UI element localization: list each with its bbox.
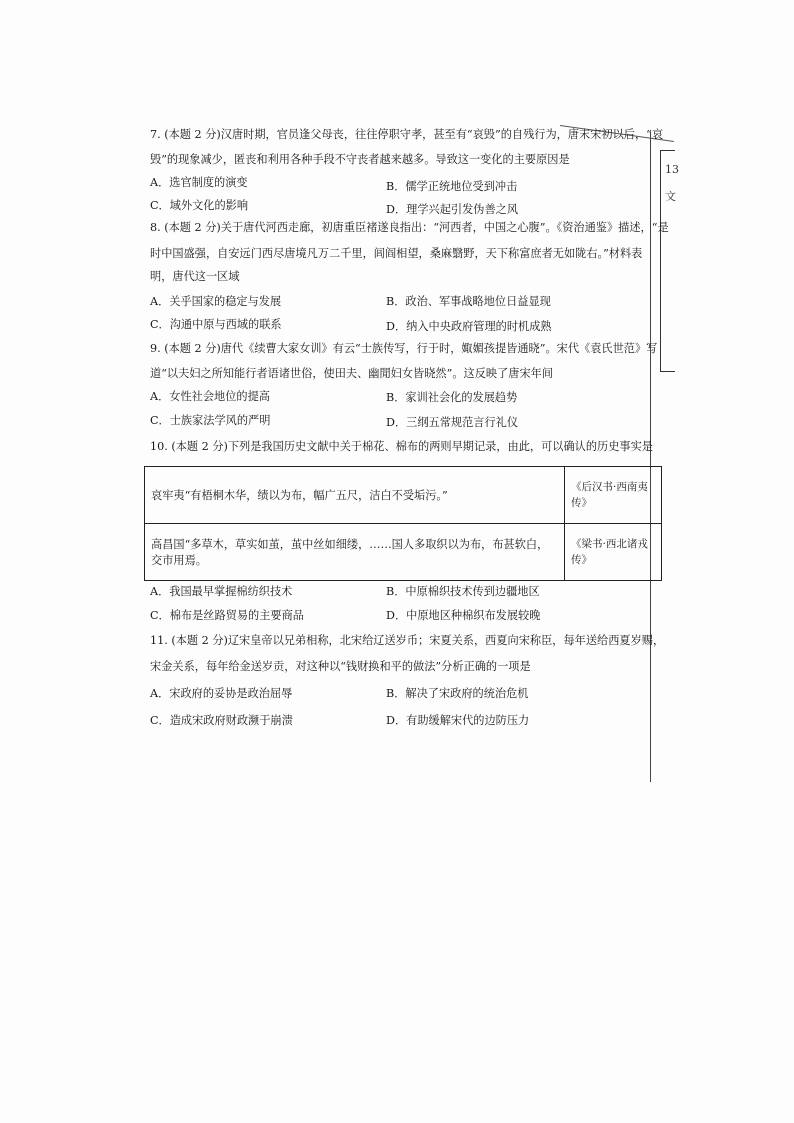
question-stem: 7. (本题 2 分)汉唐时期，官员逢父母丧，往往停职守孝，甚至有“哀毁”的自残行为，唐末宋初以后，“哀	[150, 128, 664, 141]
adjacent-page-text: 13	[665, 163, 679, 176]
table-row	[145, 524, 662, 581]
question-stem: 道“以夫妇之所知能行者语诸世俗，使田夫、幽閒妇女皆晓然”。这反映了唐宋年间	[150, 367, 554, 380]
option-a: A．关乎国家的稳定与发展	[150, 295, 282, 308]
option-a: A．选官制度的演变	[150, 176, 248, 189]
question-stem: 明，唐代这一区域	[150, 270, 240, 283]
question-stem: 11. (本题 2 分)辽宋皇帝以兄弟相称，北宋给辽送岁币；宋夏关系，西夏向宋称臣，每年送给西夏岁赐，	[150, 634, 665, 647]
question-stem: 毁”的现象减少，匿丧和利用各种手段不守丧者越来越多。导致这一变化的主要原因是	[150, 153, 570, 166]
question-stem: 8. (本题 2 分)关于唐代河西走廊，初唐重臣褚遂良指出：“河西者，中国之心腹”。《资治通鉴》描述，“是	[150, 221, 669, 234]
option-c: C．棉布是丝路贸易的主要商品	[150, 609, 304, 622]
question-stem: 时中国盛强，自安远门西尽唐境凡万二千里，闾阎相望，桑麻翳野，天下称富庶者无如陇右。”材料表	[150, 247, 643, 260]
source-citation: 《后汉书·西南夷 传》	[565, 467, 662, 524]
option-d: D．有助缓解宋代的边防压力	[386, 714, 530, 727]
question-stem: 宋金关系，每年给金送岁贡，对这种以“钱财换和平的做法”分析正确的一项是	[150, 660, 531, 673]
option-a: A．女性社会地位的提高	[150, 390, 270, 403]
option-b: B．政治、军事战略地位日益显现	[386, 295, 551, 308]
option-d: D．纳入中央政府管理的时机成熟	[386, 320, 552, 333]
table-row	[145, 467, 662, 524]
source-text: 高昌国“多草木，草实如茧，茧中丝如细缕，……国人多取织以为布，布甚软白， 交市用焉。	[145, 524, 565, 581]
source-text: 哀牢夷“有梧桐木华，绩以为布，幅广五尺，洁白不受垢污。”	[145, 467, 565, 524]
question-stem: 9. (本题 2 分)唐代《续曹大家女训》有云“士族传写，行于时，娵媚孩提皆通晓”。宋代《袁氏世范》写	[150, 342, 658, 355]
source-citation: 《梁书·西北诸戎 传》	[565, 524, 662, 581]
option-b: B．解决了宋政府的统治危机	[386, 687, 529, 700]
option-d: D．理学兴起引发伪善之风	[386, 203, 519, 216]
option-b: B．中原棉织技术传到边疆地区	[386, 585, 540, 598]
adjacent-page-box	[660, 150, 675, 372]
question-stem: 10. (本题 2 分)下列是我国历史文献中关于棉花、棉布的两则早期记录，由此，可以确认的历史事实是	[150, 440, 653, 453]
option-c: C．域外文化的影响	[150, 199, 249, 212]
option-c: C．造成宋政府财政濒于崩溃	[150, 714, 293, 727]
adjacent-page-text: 文	[665, 190, 676, 203]
option-c: C．沟通中原与西域的联系	[150, 318, 282, 331]
option-d: D．三纲五常规范言行礼仪	[386, 416, 519, 429]
option-d: D．中原地区种棉织布发展较晚	[386, 609, 541, 622]
option-a: A．我国最早掌握棉纺织技术	[150, 585, 293, 598]
option-b: B．家训社会化的发展趋势	[386, 391, 518, 404]
option-b: B．儒学正统地位受到冲击	[386, 180, 518, 193]
option-a: A．宋政府的妥协是政治屈辱	[150, 687, 293, 700]
source-table	[144, 466, 662, 581]
option-c: C．士族家法学风的严明	[150, 414, 271, 427]
